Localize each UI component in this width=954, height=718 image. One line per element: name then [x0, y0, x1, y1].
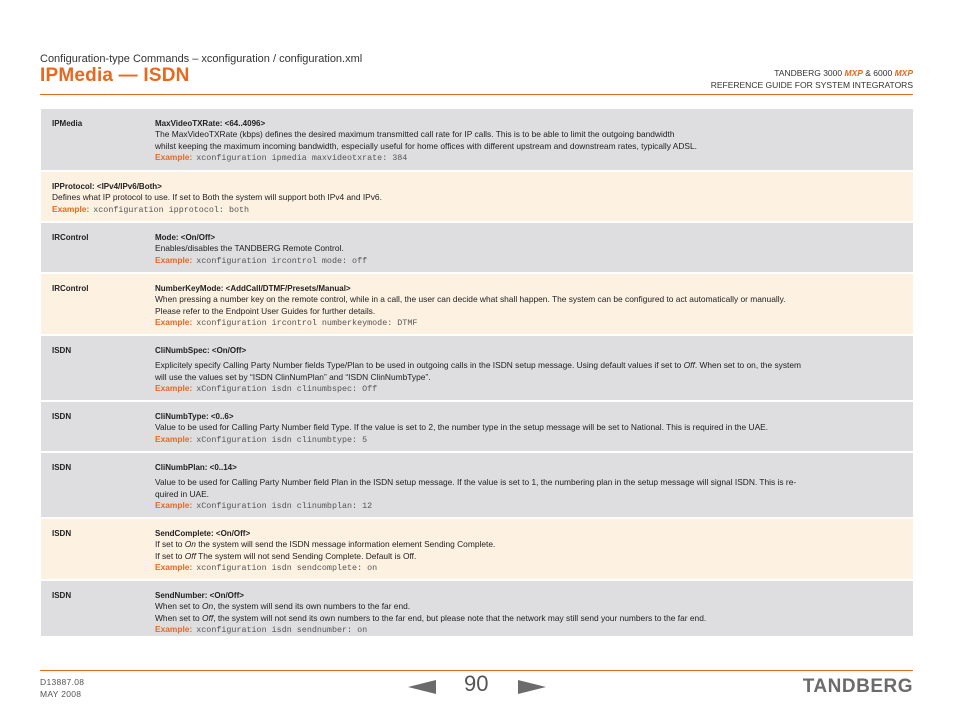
- example-code: xconfiguration isdn sendnumber: on: [196, 625, 368, 636]
- table-row: [41, 109, 913, 172]
- example-code: xConfiguration isdn clinumbplan: 12: [196, 501, 373, 512]
- command-name: CliNumbType: <0..6>: [155, 412, 234, 421]
- command-description: When set to On, the system will send its own numbers to the far end.: [155, 601, 411, 612]
- example-code: xconfiguration ipmedia maxvideotxrate: 384: [196, 153, 408, 164]
- row-category: ISDN: [52, 412, 72, 421]
- row-category: IPMedia: [52, 119, 83, 128]
- command-description: Explicitely specify Calling Party Number fields Type/Plan to be used in outgoing calls in the ISDN setup message. Using default values if set to Off. When set to on, the system: [155, 360, 801, 371]
- table-row: [41, 453, 913, 519]
- command-description: will use the values set by “ISDN ClinNumPlan” and “ISDN ClinNumbType”.: [155, 371, 431, 382]
- command-name: MaxVideoTXRate: <64..4096>: [155, 119, 266, 128]
- example-code: xconfiguration ircontrol mode: off: [196, 255, 368, 266]
- table-row: [41, 172, 913, 223]
- doc-date: MAY 2008: [40, 689, 82, 699]
- command-name: NumberKeyMode: <AddCall/DTMF/Presets/Manual>: [155, 284, 351, 293]
- command-name: Mode: <On/Off>: [155, 233, 215, 242]
- row-category: IRControl: [52, 233, 89, 242]
- command-description: If set to On the system will send the ISDN message information element Sending Complete.: [155, 539, 496, 550]
- command-name: SendNumber: <On/Off>: [155, 591, 244, 600]
- command-description: Value to be used for Calling Party Number field Plan in the ISDN setup message. If the value is set to 1, the numbering plan in the setup message will signal ISDN. This is re-: [155, 477, 797, 488]
- tandberg-logo: TANDBERG: [802, 676, 913, 697]
- guide-name: REFERENCE GUIDE FOR SYSTEM INTEGRATORS: [710, 80, 913, 90]
- example: Example: xConfiguration isdn clinumbtype: 5: [155, 433, 368, 445]
- table-row: [41, 223, 913, 274]
- command-description: Value to be used for Calling Party Number field Type. If the value is set to 2, the number type in the setup message will be set to National. This is required in the UAE.: [155, 422, 769, 433]
- prev-page-arrow-icon[interactable]: [408, 680, 436, 694]
- command-name: IPProtocol: <IPv4/IPv6/Both>: [52, 182, 162, 191]
- example: Example: xconfiguration isdn sendnumber: on: [155, 624, 368, 636]
- page-title: IPMedia — ISDN: [40, 65, 190, 86]
- table-row: [41, 336, 913, 402]
- table-row: [41, 519, 913, 581]
- table-row: [41, 274, 913, 336]
- row-category: ISDN: [52, 591, 72, 600]
- next-page-arrow-icon[interactable]: [518, 680, 546, 694]
- example: Example: xconfiguration ircontrol mode: off: [155, 254, 368, 266]
- command-description: quired in UAE.: [155, 488, 209, 499]
- row-category: IRControl: [52, 284, 89, 293]
- row-category: ISDN: [52, 346, 72, 355]
- table-row: [41, 402, 913, 453]
- command-description: Enables/disables the TANDBERG Remote Control.: [155, 243, 344, 254]
- command-description: Please refer to the Endpoint User Guides for further details.: [155, 305, 376, 316]
- product-name: TANDBERG 3000 MXP & 6000 MXP: [774, 68, 913, 78]
- example-code: xconfiguration isdn sendcomplete: on: [196, 563, 378, 574]
- command-name: SendComplete: <On/Off>: [155, 529, 251, 538]
- example: Example: xconfiguration ircontrol numberkeymode: DTMF: [155, 317, 418, 329]
- example: Example: xConfiguration isdn clinumbspec: Off: [155, 383, 378, 395]
- example: Example: xconfiguration ipmedia maxvideotxrate: 384: [155, 152, 408, 164]
- command-table: [41, 109, 913, 638]
- footer-doc-info: [40, 676, 84, 700]
- command-description: When set to Off, the system will not send its own numbers to the far end, but please note that the network may still send your numbers to the far end.: [155, 612, 707, 623]
- command-description: Defines what IP protocol to use. If set to Both the system will support both IPv4 and IPv6.: [52, 192, 382, 203]
- example-code: xconfiguration ipprotocol: both: [93, 204, 250, 215]
- command-description: The MaxVideoTXRate (kbps) defines the desired maximum transmitted call rate for IP calls. This is to be able to limit the outgoing bandwidth: [155, 129, 675, 140]
- example: Example: xConfiguration isdn clinumbplan: 12: [155, 500, 373, 512]
- command-description: If set to Off The system will not send Sending Complete. Default is Off.: [155, 550, 417, 561]
- page-number: 90: [464, 671, 489, 696]
- doc-id: D13887.08: [40, 677, 85, 687]
- row-category: ISDN: [52, 463, 72, 472]
- header-subtitle: Configuration-type Commands – xconfiguration / configuration.xml: [40, 53, 363, 65]
- command-name: CliNumbPlan: <0..14>: [155, 463, 237, 472]
- command-description: When pressing a number key on the remote control, while in a call, the user can decide what shall happen. The system can be configured to act automatically or manually.: [155, 294, 786, 305]
- row-category: ISDN: [52, 529, 72, 538]
- example-code: xConfiguration isdn clinumbtype: 5: [196, 434, 368, 445]
- header-divider: [40, 94, 913, 95]
- command-name: CliNumbSpec: <On/Off>: [155, 346, 247, 355]
- example-code: xconfiguration ircontrol numberkeymode: DTMF: [196, 318, 418, 329]
- example: Example: xconfiguration isdn sendcomplete: on: [155, 562, 378, 574]
- example-code: xConfiguration isdn clinumbspec: Off: [196, 384, 378, 395]
- command-description: whilst keeping the maximum incoming bandwidth, especially useful for home offices with different upstream and downstream rates, typically ADSL.: [155, 140, 698, 151]
- product-header: [711, 67, 913, 91]
- example: Example: xconfiguration ipprotocol: both: [52, 203, 250, 215]
- table-row: [41, 581, 913, 638]
